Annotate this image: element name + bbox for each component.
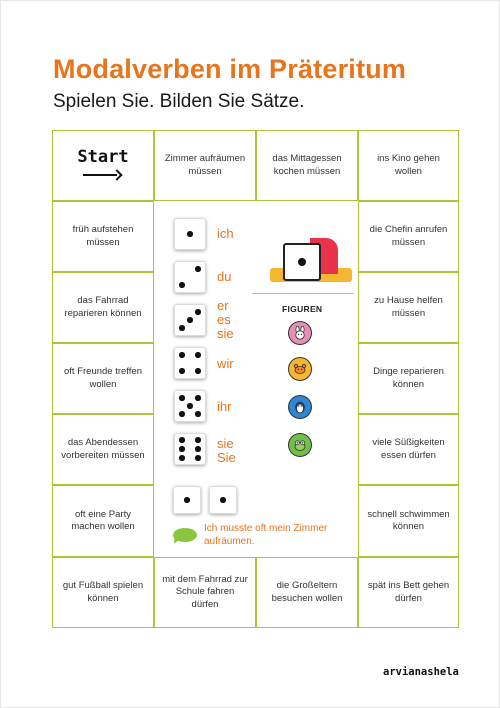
pronoun-label: du bbox=[217, 269, 232, 284]
figures-title: FIGUREN bbox=[282, 304, 323, 314]
example-sentence: Ich musste oft mein Zimmer aufräumen. bbox=[204, 523, 328, 547]
die-sticker-icon bbox=[266, 234, 356, 288]
arrow-right-icon bbox=[83, 170, 123, 180]
bunny-icon[interactable] bbox=[288, 321, 312, 345]
page-title: Modalverben im Präteritum bbox=[53, 54, 407, 84]
die-three-icon bbox=[174, 304, 206, 336]
frog-icon[interactable] bbox=[288, 433, 312, 457]
start-cell[interactable] bbox=[52, 130, 154, 201]
page-subtitle: Spielen Sie. Bilden Sie Sätze. bbox=[53, 91, 305, 112]
board-cell[interactable]: das Fahrrad reparieren können bbox=[52, 272, 154, 343]
board-cell[interactable]: mit dem Fahrrad zur Schule fahren dürfen bbox=[154, 557, 256, 628]
board-cell[interactable]: oft Freunde treffen wollen bbox=[52, 343, 154, 414]
board-cell[interactable]: Dinge reparieren können bbox=[358, 343, 459, 414]
die-five-icon bbox=[174, 390, 206, 422]
board-cell[interactable]: die Chefin anrufen müssen bbox=[358, 201, 459, 272]
divider bbox=[252, 293, 354, 294]
crab-icon[interactable] bbox=[288, 357, 312, 381]
die-one-icon bbox=[173, 486, 201, 514]
board-cell[interactable]: das Abendessen vorbereiten müssen bbox=[52, 414, 154, 485]
penguin-icon[interactable] bbox=[288, 395, 312, 419]
board-cell[interactable]: zu Hause helfen müssen bbox=[358, 272, 459, 343]
start-label: Start bbox=[77, 147, 129, 168]
brand-signature: arvianashela bbox=[383, 666, 459, 678]
pronoun-label: ihr bbox=[217, 399, 232, 414]
board-cell[interactable]: gut Fußball spielen können bbox=[52, 557, 154, 628]
pronoun-label: sie Sie bbox=[217, 436, 236, 465]
board-cell[interactable]: viele Süßigkeiten essen dürfen bbox=[358, 414, 459, 485]
board-cell[interactable]: oft eine Party machen wollen bbox=[52, 485, 154, 557]
die-six-icon bbox=[174, 433, 206, 465]
pronoun-label: wir bbox=[217, 356, 234, 371]
pronoun-label: er es sie bbox=[217, 298, 234, 341]
board-cell[interactable]: früh aufstehen müssen bbox=[52, 201, 154, 272]
die-two-icon bbox=[174, 261, 206, 293]
board-cell[interactable]: Zimmer aufräumen müssen bbox=[154, 130, 256, 201]
die-one-icon bbox=[209, 486, 237, 514]
die-four-icon bbox=[174, 347, 206, 379]
board-cell[interactable]: spät ins Bett gehen dürfen bbox=[358, 557, 459, 628]
pronoun-label: ich bbox=[217, 226, 234, 241]
board-cell[interactable]: das Mittagessen kochen müssen bbox=[256, 130, 358, 201]
board-cell[interactable]: schnell schwimmen können bbox=[358, 485, 459, 557]
board-cell[interactable]: die Großeltern besuchen wollen bbox=[256, 557, 358, 628]
die-one-icon bbox=[174, 218, 206, 250]
board-cell[interactable]: ins Kino gehen wollen bbox=[358, 130, 459, 201]
